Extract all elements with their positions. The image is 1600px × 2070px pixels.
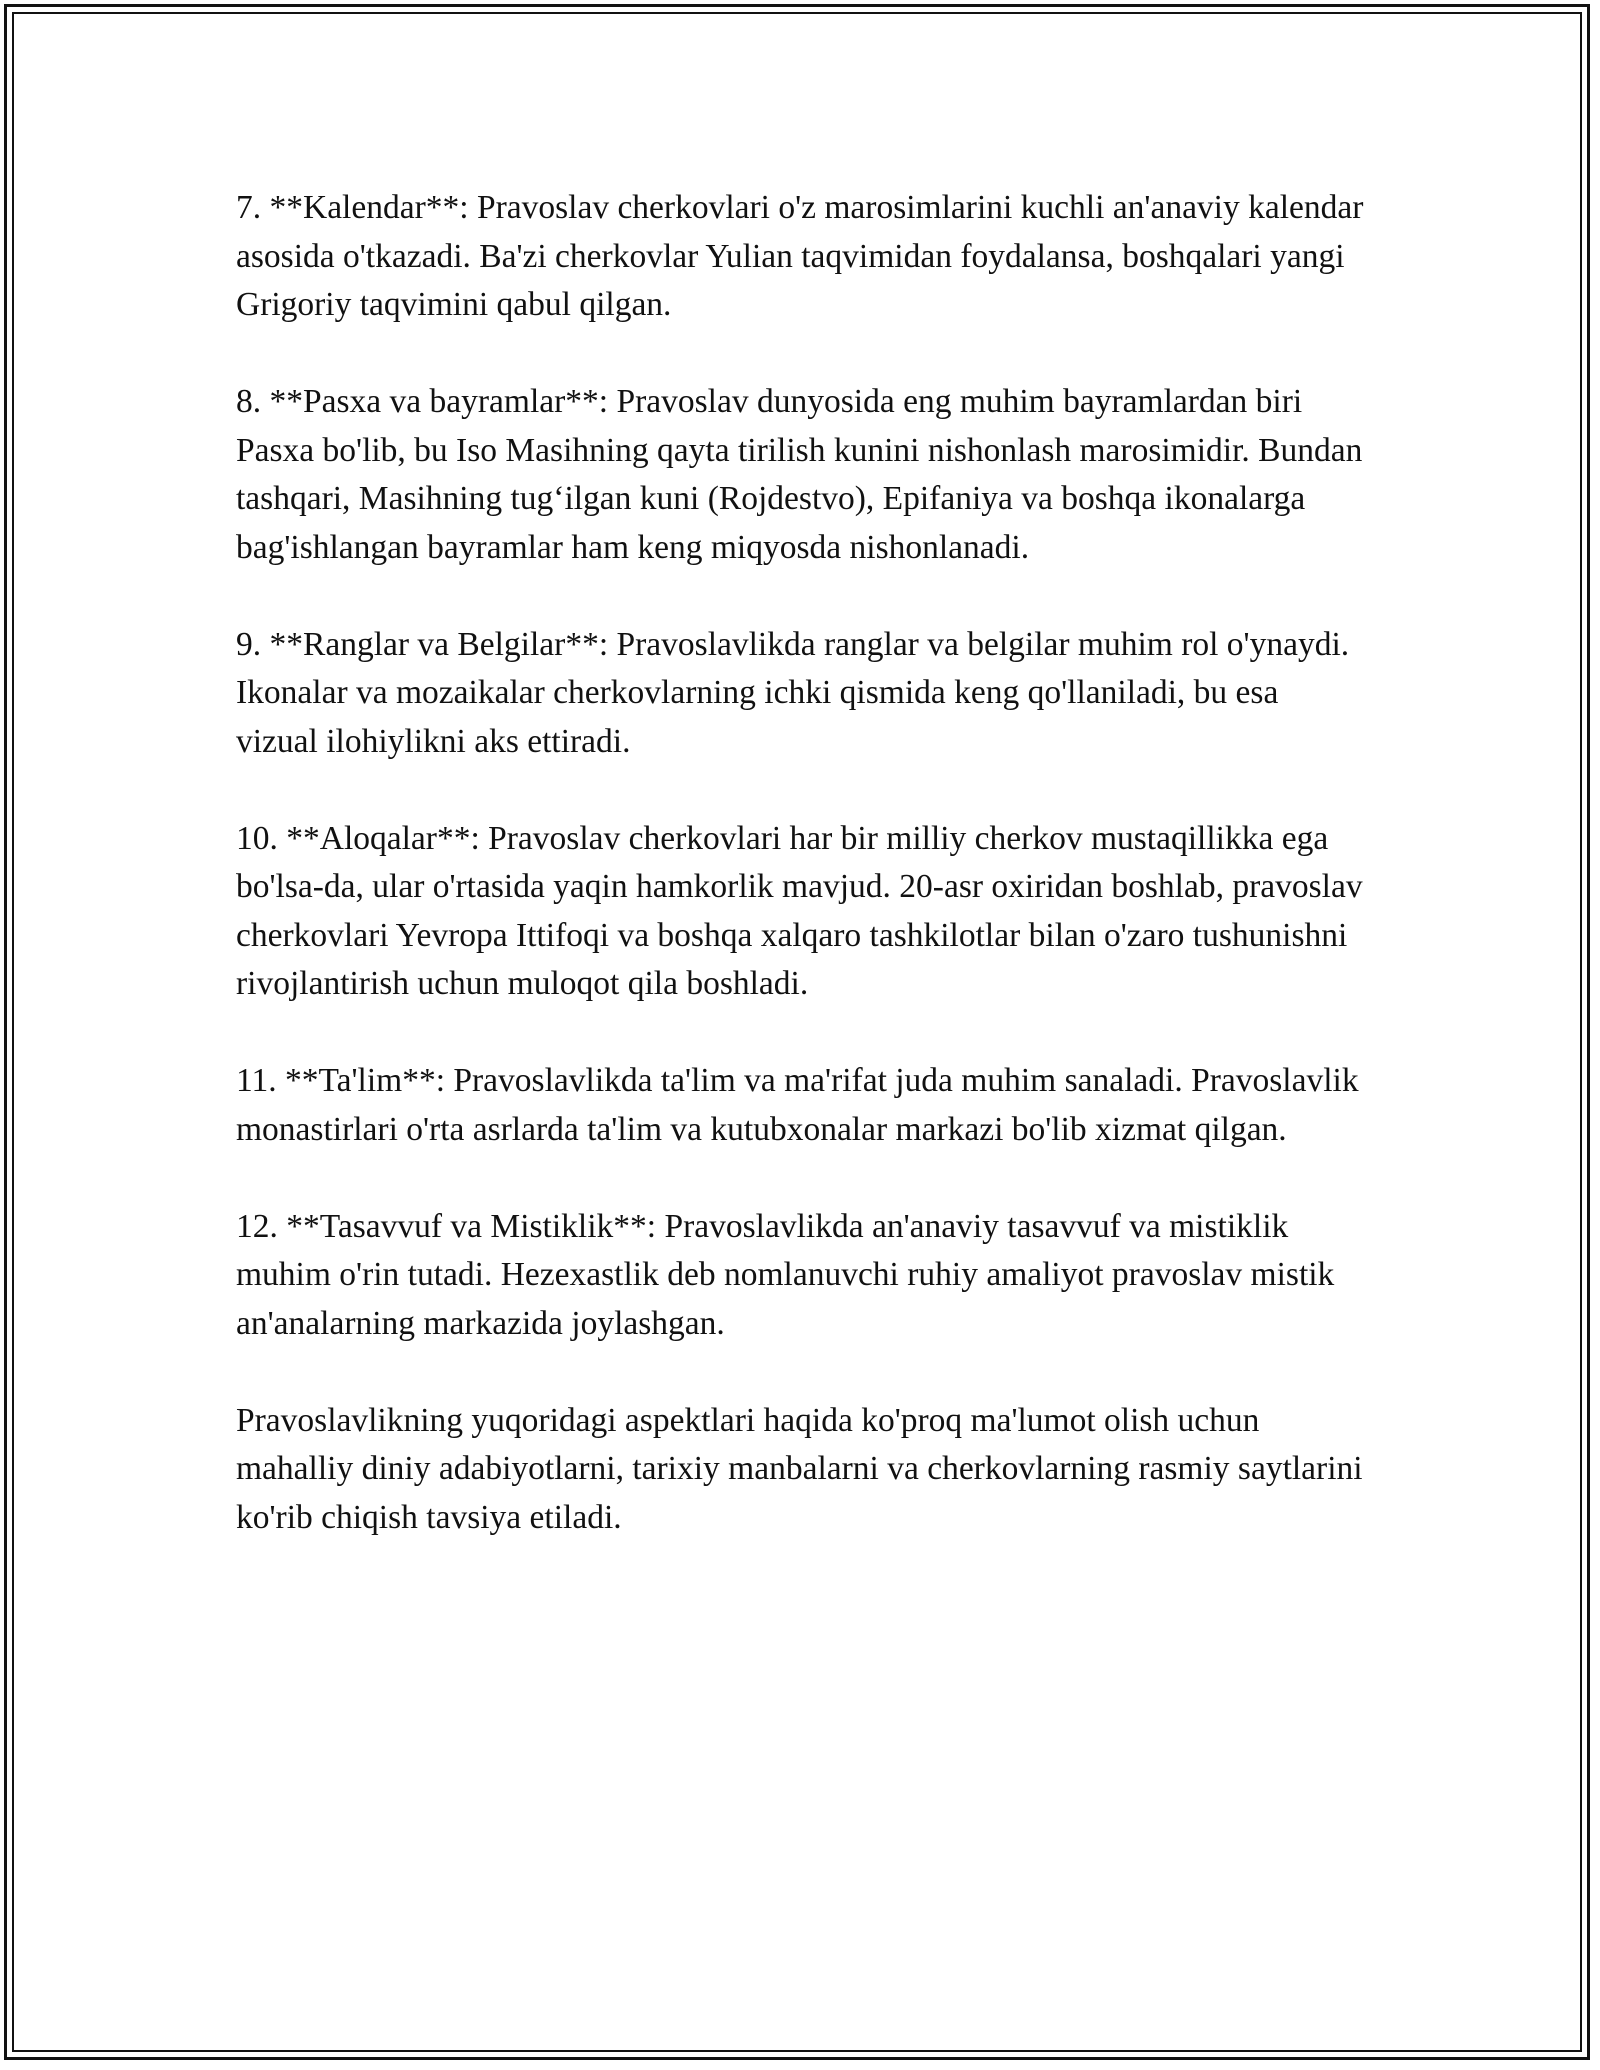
paragraph-tasavvuf: 12. **Tasavvuf va Mistiklik**: Pravoslavlikda an'anaviy tasavvuf va mistiklik muhim o'rin tutadi. Hezexastlik deb nomlanuvchi ruhiy amaliyot pravoslav mistik an'analarning markazida joylashgan. <box>236 1207 1335 1342</box>
document-body <box>236 184 1366 1542</box>
paragraph-kalendar: 7. **Kalendar**: Pravoslav cherkovlari o'z marosimlarini kuchli an'anaviy kalendar asosida o'tkazadi. Ba'zi cherkovlar Yulian taqvimidan foydalansa, boshqalari yangi Grigoriy taqvimini qabul qilgan. <box>236 189 1364 323</box>
paragraph-ranglar: 9. **Ranglar va Belgilar**: Pravoslavlikda ranglar va belgilar muhim rol o'ynaydi. Ikonalar va mozaikalar cherkovlarning ichki qismida keng qo'llaniladi, bu esa vizual ilohiylikni aks ettiradi. <box>236 625 1350 760</box>
paragraph-conclusion: Pravoslavlikning yuqoridagi aspektlari haqida ko'proq ma'lumot olish uchun mahalliy diniy adabiyotlarni, tarixiy manbalarni va cherkovlarning rasmiy saytlarini ko'rib chiqish tavsiya etiladi. <box>236 1401 1363 1536</box>
paragraph-aloqalar: 10. **Aloqalar**: Pravoslav cherkovlari har bir milliy cherkov mustaqillikka ega bo'lsa-da, ular o'rtasida yaqin hamkorlik mavjud. 20-asr oxiridan boshlab, pravoslav cherkovlari Yevropa Ittifoqi va boshqa xalqaro tashkilotlar bilan o'zaro tushunishni rivojlantirish uchun muloqot qila boshladi. <box>236 819 1363 1002</box>
paragraph-pasxa: 8. **Pasxa va bayramlar**: Pravoslav dunyosida eng muhim bayramlardan biri Pasxa bo'lib, bu Iso Masihning qayta tirilish kunini nishonlash marosimidir. Bundan tashqari, Masihning tug‘ilgan kuni (Rojdestvo), Epifaniya va boshqa ikonalarga bag'ishlangan bayramlar ham keng miqyosda nishonlanadi. <box>236 383 1363 566</box>
paragraph-talim: 11. **Ta'lim**: Pravoslavlikda ta'lim va ma'rifat juda muhim sanaladi. Pravoslavlik monastirlari o'rta asrlarda ta'lim va kutubxonalar markazi bo'lib xizmat qilgan. <box>236 1062 1359 1148</box>
